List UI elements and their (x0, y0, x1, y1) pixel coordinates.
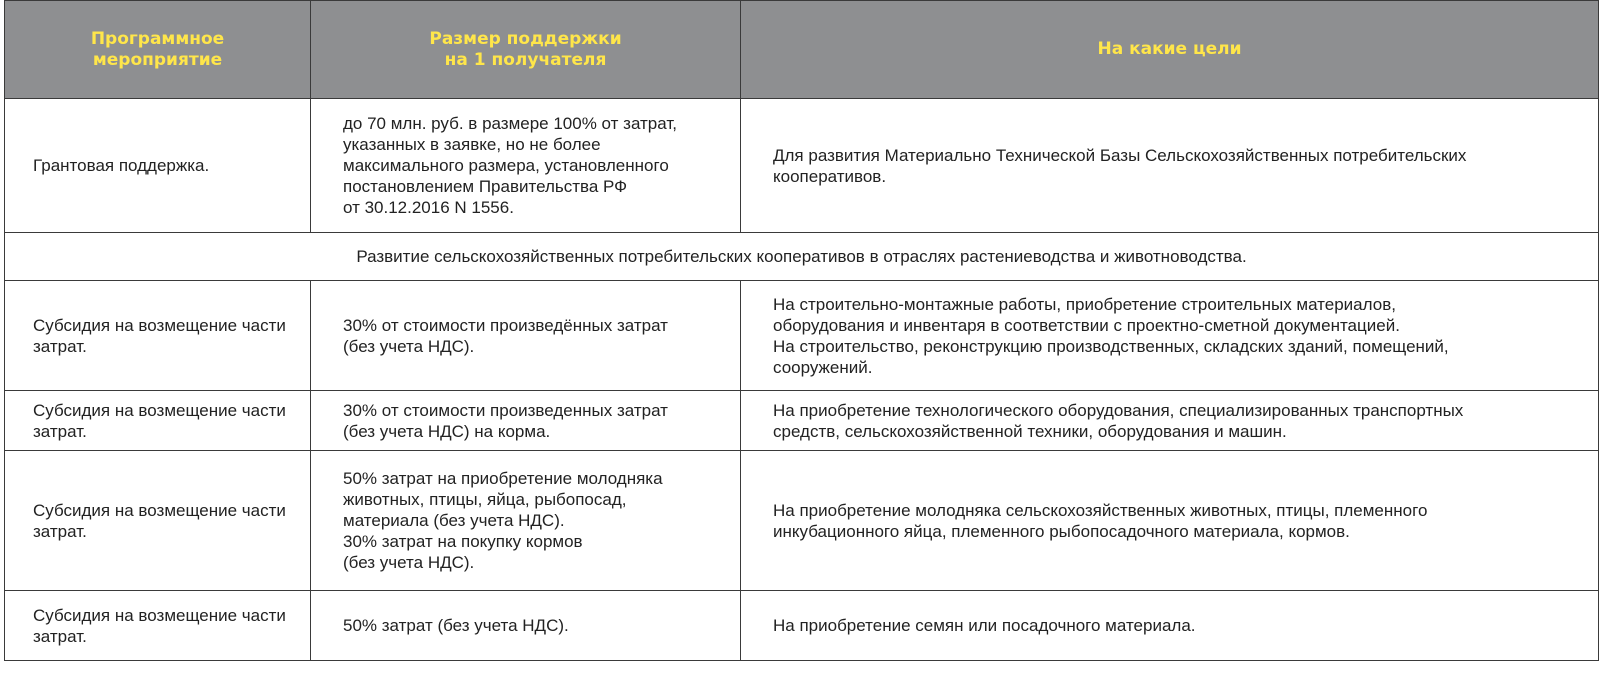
cell-amount (311, 281, 741, 391)
cell-amount (311, 99, 741, 233)
header-line: На какие цели (1097, 39, 1242, 59)
cell-text: На приобретение семян или посадочного материала. (773, 616, 1196, 635)
cell-text: (без учета НДС). (343, 336, 475, 356)
cell-text: постановлением Правительства РФ (343, 177, 628, 196)
cell-text: от 30.12.2016 N 1556. (343, 198, 514, 217)
table-row (5, 451, 1599, 591)
section-text: Развитие сельскохозяйственных потребительских кооперативов в отраслях растениеводства и животноводства. (356, 247, 1247, 266)
cell-purpose (741, 451, 1599, 591)
cell-text: 50% затрат на приобретение молодняка (343, 469, 663, 488)
header-line: Программное (90, 28, 225, 49)
cell-text: (без учета НДС) на корма. (343, 421, 551, 441)
cell-text: На строительно-монтажные работы, приобретение строительных материалов, (773, 294, 1396, 314)
cell-amount (311, 451, 741, 591)
cell-text: На строительство, реконструкцию производственных, складских зданий, помещений, (773, 336, 1449, 356)
cell-measure (5, 451, 311, 591)
cell-text: 30% от стоимости произведенных затрат (343, 400, 668, 420)
cell-text: 30% затрат на покупку кормов (343, 532, 583, 551)
cell-text: материала (без учета НДС). (343, 511, 565, 530)
cell-text: затрат. (33, 626, 87, 646)
table-row (5, 391, 1599, 451)
cell-amount (311, 591, 741, 661)
cell-measure (5, 99, 311, 233)
cell-text: Для развития Материально Технической Базы Сельскохозяйственных потребительских (773, 145, 1467, 165)
table-row (5, 281, 1599, 391)
cell-text: Субсидия на возмещение части (33, 605, 286, 625)
cell-text: до 70 млн. руб. в размере 100% от затрат, (343, 114, 677, 133)
section-heading (5, 233, 1599, 281)
header-program-measure (5, 1, 311, 99)
cell-text: средств, сельскохозяйственной техники, оборудования и машин. (773, 421, 1287, 441)
cell-text: оборудования и инвентаря в соответствии с проектно-сметной документацией. (773, 315, 1400, 335)
table-row (5, 591, 1599, 661)
header-line: мероприятие (92, 49, 223, 70)
header-purposes (741, 1, 1599, 99)
cell-purpose (741, 99, 1599, 233)
cell-text: Субсидия на возмещение части (33, 500, 286, 520)
cell-text: затрат. (33, 421, 87, 441)
cell-measure (5, 281, 311, 391)
cell-measure (5, 591, 311, 661)
cell-text: кооперативов. (773, 166, 887, 186)
cell-text: На приобретение технологического оборудования, специализированных транспортных (773, 400, 1464, 420)
cell-text: сооружений. (773, 357, 873, 377)
cell-text: затрат. (33, 336, 87, 356)
cell-text: животных, птицы, яйца, рыбопосад, (343, 490, 627, 509)
cell-text: Субсидия на возмещение части (33, 400, 286, 420)
header-line: Размер поддержки (429, 28, 622, 49)
cell-purpose (741, 391, 1599, 451)
cell-purpose (741, 591, 1599, 661)
cell-text: указанных в заявке, но не более (343, 135, 601, 154)
table-row-grant (5, 99, 1599, 233)
header-support-amount (311, 1, 741, 99)
cell-measure (5, 391, 311, 451)
cell-text: инкубационного яйца, племенного рыбопосадочного материала, кормов. (773, 521, 1350, 541)
cell-text: Субсидия на возмещение части (33, 315, 286, 335)
cell-text: На приобретение молодняка сельскохозяйственных животных, птицы, племенного (773, 500, 1428, 520)
cell-text: (без учета НДС). (343, 553, 475, 572)
cell-text: максимального размера, установленного (343, 156, 669, 175)
cell-purpose (741, 281, 1599, 391)
cell-text: 30% от стоимости произведённых затрат (343, 315, 668, 335)
cell-amount (311, 391, 741, 451)
cell-text: затрат. (33, 521, 87, 541)
header-line: на 1 получателя (444, 49, 607, 70)
cell-text: 50% затрат (без учета НДС). (343, 616, 569, 635)
support-measures-table (4, 0, 1599, 661)
table-header-row (5, 1, 1599, 99)
cell-text: Грантовая поддержка. (33, 156, 210, 175)
table-section-row (5, 233, 1599, 281)
